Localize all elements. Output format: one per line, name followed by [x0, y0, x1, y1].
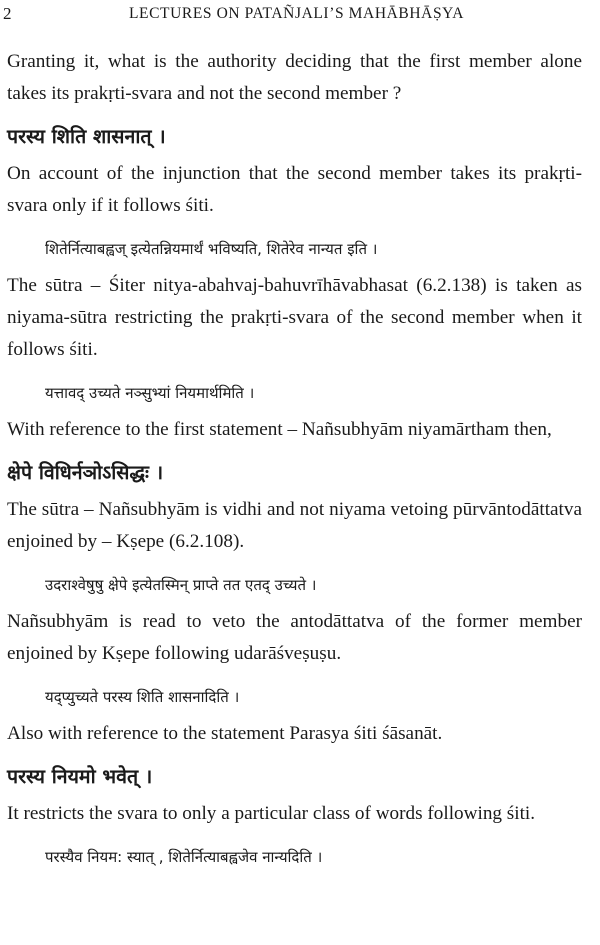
- paragraph: It restricts the svara to only a particular class of words following śiti.: [7, 803, 536, 824]
- sanskrit-quote: परस्यैव नियम: स्यात् , शितेर्नित्याबह्वजेव नान्यदिति ।: [45, 848, 323, 866]
- sanskrit-heading: परस्य नियमो भवेत् ।: [7, 765, 153, 788]
- page-header: [3, 4, 590, 26]
- paragraph: The sūtra – Śiter nitya-abahvaj-bahuvrīhāvabhasat (6.2.138) is taken as niyama-sūtra restricting the prakṛti-svara of the second member when it follows śiti.: [7, 275, 582, 360]
- sanskrit-quote: शितेर्नित्याबह्वज् इत्येतन्नियमार्थं भविष्यति, शितेरेव नान्यत इति ।: [45, 240, 378, 258]
- sanskrit-heading: परस्य शिति शासनात् ।: [7, 125, 166, 148]
- paragraph: With reference to the first statement – Nañsubhyām niyamārtham then,: [7, 419, 552, 440]
- sanskrit-quote: यद्प्युच्यते परस्य शिति शासनादिति ।: [45, 688, 240, 706]
- sanskrit-quote: उदराश्वेषुषु क्षेपे इत्येतस्मिन् प्राप्ते तत एतद् उच्यते ।: [45, 576, 317, 594]
- sanskrit-heading: क्षेपे विधिर्नञोऽसिद्धः ।: [7, 461, 164, 484]
- paragraph: The sūtra – Nañsubhyām is vidhi and not niyama vetoing pūrvāntodāttatva enjoined by – Kṣepe (6.2.108).: [7, 499, 582, 552]
- paragraph: Nañsubhyām is read to veto the antodāttatva of the former member enjoined by Kṣepe following udarāśveṣuṣu.: [7, 611, 582, 664]
- paragraph: On account of the injunction that the second member takes its prakṛti-svara only if it follows śiti.: [7, 163, 582, 216]
- paragraph: Also with reference to the statement Parasya śiti śāsanāt.: [7, 723, 443, 744]
- running-head: LECTURES ON PATAÑJALI’S MAHĀBHĀṢYA: [128, 5, 465, 22]
- sanskrit-quote: यत्तावद् उच्यते नञ्सुभ्यां नियमार्थमिति ।: [45, 384, 255, 402]
- page-body: [7, 46, 582, 872]
- page-number: 2: [3, 4, 12, 23]
- paragraph: Granting it, what is the authority deciding that the first member alone takes its prakṛti-svara and not the second member ?: [7, 51, 582, 104]
